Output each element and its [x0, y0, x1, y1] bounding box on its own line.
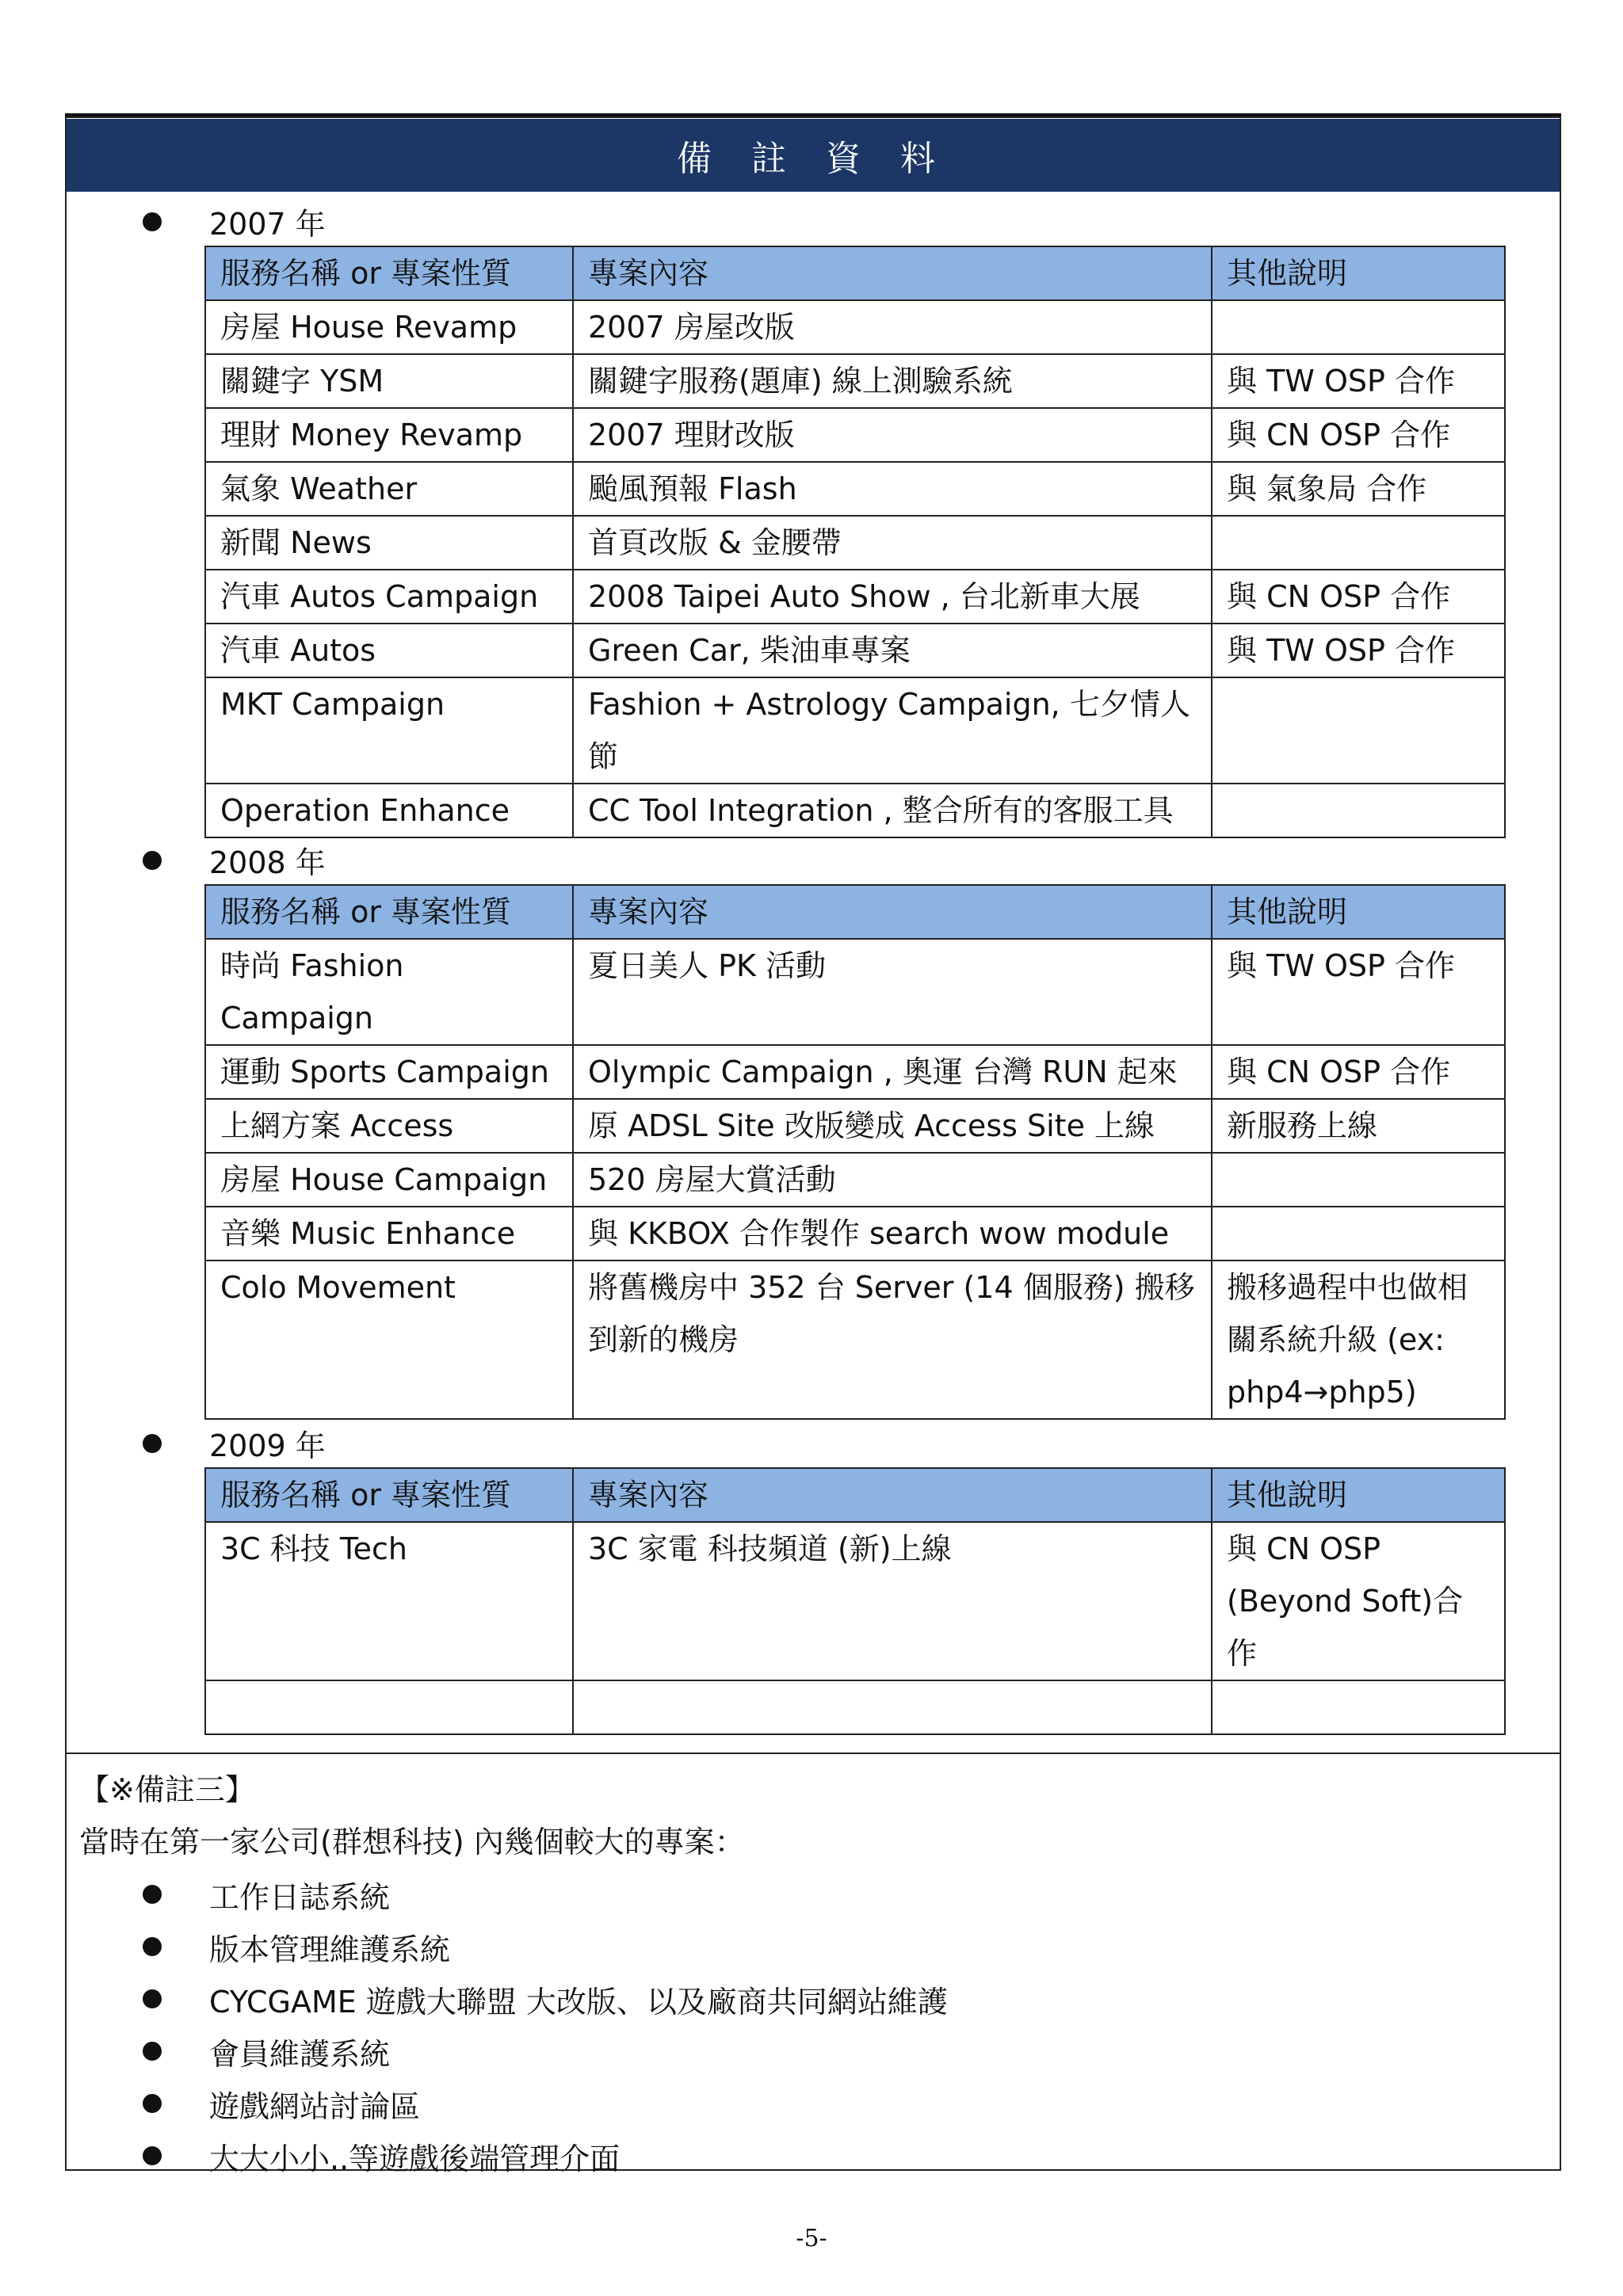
table-cell: CC Tool Integration , 整合所有的客服工具 [573, 784, 1212, 837]
project-table-2007 [204, 246, 1506, 838]
bullet-icon [143, 2146, 162, 2165]
bullet-icon [143, 2094, 162, 2113]
table-cell [1212, 1207, 1505, 1261]
table-cell [573, 1680, 1212, 1734]
note-title: 【※備註三】 [79, 1772, 255, 1807]
table-row [205, 462, 1505, 516]
table-row [205, 1153, 1505, 1207]
table-cell: 與 CN OSP 合作 [1212, 570, 1505, 624]
note-list [143, 1868, 948, 2182]
column-header: 其他說明 [1212, 246, 1505, 300]
table-cell: 氣象 Weather [205, 462, 573, 516]
table-cell: 2008 Taipei Auto Show , 台北新車大展 [573, 570, 1212, 624]
table-cell: 與 氣象局 合作 [1212, 462, 1505, 516]
table-cell: 與 TW OSP 合作 [1212, 354, 1505, 408]
note-intro: 當時在第一家公司(群想科技) 內幾個較大的專案： [79, 1825, 745, 1859]
table-cell: 與 CN OSP (Beyond Soft)合作 [1212, 1522, 1505, 1680]
table-row [205, 408, 1505, 462]
table-cell [1212, 300, 1505, 354]
section-divider [67, 1753, 1560, 1754]
bullet-icon [143, 1989, 162, 2008]
year-heading-2007 [143, 200, 326, 243]
table-cell: 與 CN OSP 合作 [1212, 1045, 1505, 1099]
note-item-text: 遊戲網站討論區 [209, 2088, 421, 2124]
table-cell: Olympic Campaign , 奧運 台灣 RUN 起來 [573, 1045, 1212, 1099]
table-row [205, 354, 1505, 408]
table-row [205, 677, 1505, 784]
table-row [205, 784, 1505, 837]
table-row [205, 516, 1505, 570]
bullet-icon [143, 212, 162, 231]
note-item-text: 會員維護系統 [209, 2036, 391, 2072]
table-header-row [205, 1468, 1505, 1522]
table-cell: 將舊機房中 352 台 Server (14 個服務) 搬移到新的機房 [573, 1261, 1212, 1419]
note-item-text: 工作日誌系統 [209, 1879, 391, 1915]
note-item [143, 2130, 948, 2182]
year-label: 2007 年 [209, 207, 326, 242]
table-row [205, 1099, 1505, 1153]
note-item-text: 大大小小..等遊戲後端管理介面 [209, 2141, 621, 2176]
table-cell: 首頁改版 & 金腰帶 [573, 516, 1212, 570]
table-header-row [205, 246, 1505, 300]
project-table-2009 [204, 1467, 1506, 1735]
table-cell: Operation Enhance [205, 784, 573, 837]
column-header: 服務名稱 or 專案性質 [205, 885, 573, 939]
table-cell [205, 1680, 573, 1734]
column-header: 其他說明 [1212, 885, 1505, 939]
table-cell: 原 ADSL Site 改版變成 Access Site 上線 [573, 1099, 1212, 1153]
bullet-icon [143, 1885, 162, 1904]
table-cell: 520 房屋大賞活動 [573, 1153, 1212, 1207]
table-cell: 時尚 Fashion Campaign [205, 939, 573, 1045]
bullet-icon [143, 2042, 162, 2061]
note-item-text: 版本管理維護系統 [209, 1932, 451, 1967]
table-cell: 關鍵字服務(題庫) 線上測驗系統 [573, 354, 1212, 408]
column-header: 專案內容 [573, 246, 1212, 300]
table-cell: 房屋 House Revamp [205, 300, 573, 354]
table-cell: 運動 Sports Campaign [205, 1045, 573, 1099]
table-cell: 關鍵字 YSM [205, 354, 573, 408]
table-cell [1212, 677, 1505, 784]
section-banner [67, 119, 1560, 192]
table-cell: 颱風預報 Flash [573, 462, 1212, 516]
table-cell: 上網方案 Access [205, 1099, 573, 1153]
table-row [205, 300, 1505, 354]
table-row [205, 1261, 1505, 1419]
bullet-icon [143, 1434, 162, 1453]
year-heading-2008 [143, 838, 326, 882]
table-cell: MKT Campaign [205, 677, 573, 784]
table-cell: 理財 Money Revamp [205, 408, 573, 462]
table-cell [1212, 516, 1505, 570]
note-item [143, 1920, 948, 1973]
year-label: 2008 年 [209, 845, 326, 880]
table-cell: 與 CN OSP 合作 [1212, 408, 1505, 462]
banner-title: 備 註 資 料 [677, 139, 949, 179]
table-cell [1212, 1680, 1505, 1734]
column-header: 專案內容 [573, 1468, 1212, 1522]
table-cell: 與 TW OSP 合作 [1212, 624, 1505, 677]
table-cell: 與 KKBOX 合作製作 search wow module [573, 1207, 1212, 1261]
table-cell: 汽車 Autos [205, 624, 573, 677]
table-cell: 音樂 Music Enhance [205, 1207, 573, 1261]
table-cell: 新聞 News [205, 516, 573, 570]
table-cell: Fashion + Astrology Campaign, 七夕情人節 [573, 677, 1212, 784]
table-cell [1212, 1153, 1505, 1207]
table-cell: 2007 房屋改版 [573, 300, 1212, 354]
project-table-2008 [204, 884, 1506, 1420]
note-item [143, 1973, 948, 2025]
note-item-text: CYCGAME 遊戲大聯盟 大改版、以及廠商共同網站維護 [209, 1984, 948, 2019]
column-header: 服務名稱 or 專案性質 [205, 1468, 573, 1522]
table-cell: 房屋 House Campaign [205, 1153, 573, 1207]
note-item [143, 1868, 948, 1920]
bullet-icon [143, 1937, 162, 1956]
table-header-row [205, 885, 1505, 939]
bullet-icon [143, 851, 162, 870]
year-heading-2009 [143, 1421, 326, 1465]
year-label: 2009 年 [209, 1428, 326, 1463]
note-item [143, 2025, 948, 2077]
table-cell: 夏日美人 PK 活動 [573, 939, 1212, 1045]
table-row [205, 939, 1505, 1045]
column-header: 其他說明 [1212, 1468, 1505, 1522]
column-header: 專案內容 [573, 885, 1212, 939]
page-number: -5- [796, 2225, 827, 2252]
note-item [143, 2077, 948, 2130]
table-row [205, 570, 1505, 624]
table-cell: Green Car, 柴油車專案 [573, 624, 1212, 677]
column-header: 服務名稱 or 專案性質 [205, 246, 573, 300]
table-cell: Colo Movement [205, 1261, 573, 1419]
table-cell: 3C 科技 Tech [205, 1522, 573, 1680]
table-cell: 搬移過程中也做相關系統升級 (ex: php4→php5) [1212, 1261, 1505, 1419]
table-row [205, 1207, 1505, 1261]
table-row [205, 1045, 1505, 1099]
table-cell [1212, 784, 1505, 837]
table-row [205, 624, 1505, 677]
table-cell: 與 TW OSP 合作 [1212, 939, 1505, 1045]
table-row [205, 1522, 1505, 1680]
table-cell: 3C 家電 科技頻道 (新)上線 [573, 1522, 1212, 1680]
table-cell: 新服務上線 [1212, 1099, 1505, 1153]
table-cell: 2007 理財改版 [573, 408, 1212, 462]
table-cell: 汽車 Autos Campaign [205, 570, 573, 624]
table-row [205, 1680, 1505, 1734]
